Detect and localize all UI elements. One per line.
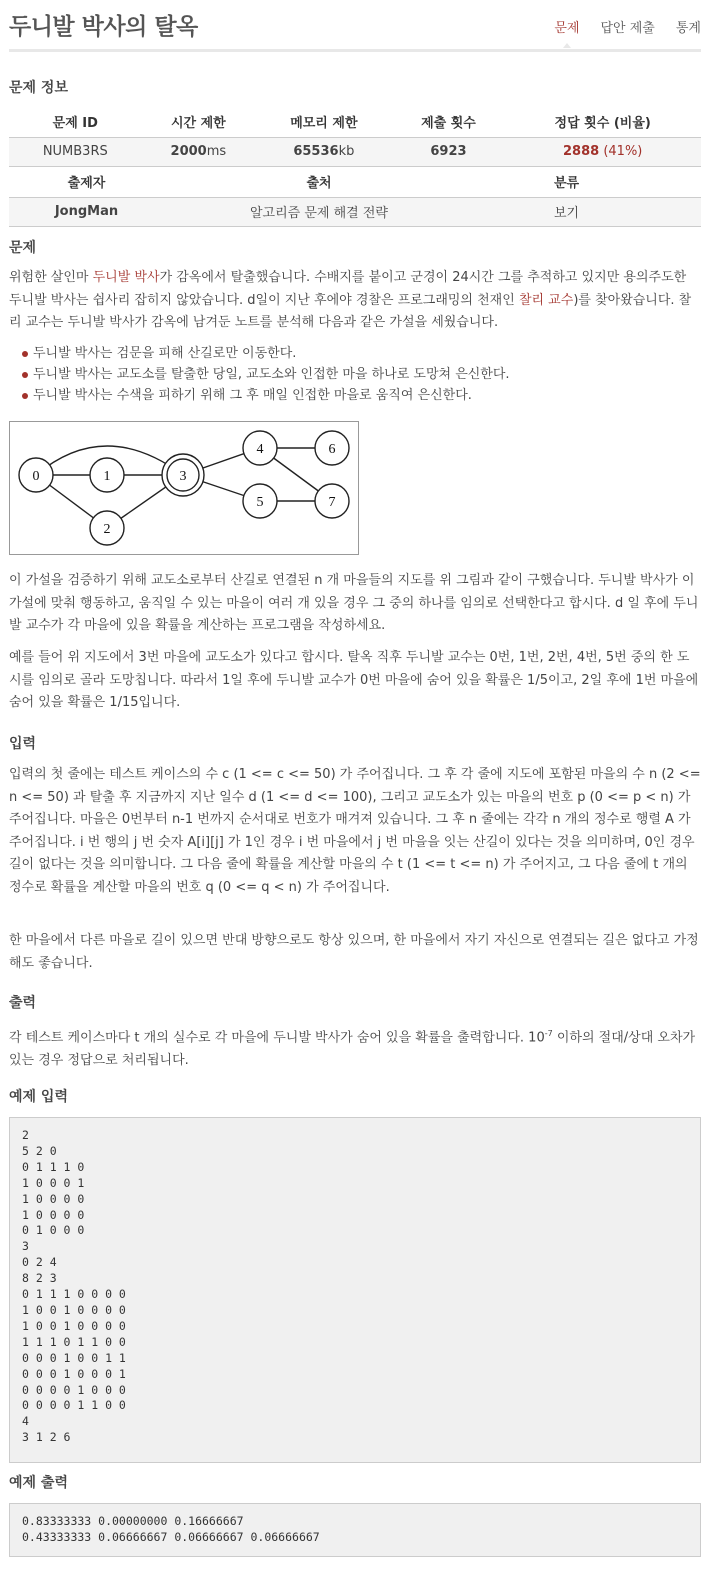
time-limit: 2000ms [142, 137, 256, 166]
category-toggle[interactable]: 보기 [474, 197, 701, 226]
tab-stats[interactable]: 통계 [675, 21, 701, 36]
col-accepted: 정답 횟수 (비율) [504, 107, 701, 137]
problem-info-table [9, 107, 701, 167]
problem-meta-table [9, 167, 701, 227]
tab-problem[interactable]: 문제 [554, 17, 579, 36]
charlie-link[interactable]: 찰리 교수 [518, 292, 574, 308]
sample-output-heading: 예제 출력 [9, 1475, 68, 1491]
list-item: 두니발 박사는 검문을 피해 산길로만 이동한다. [22, 343, 510, 364]
list-item: 두니발 박사는 수색을 피하기 위해 그 후 매일 인접한 마을로 움직여 은신한다. [22, 385, 510, 406]
node-label: 3 [179, 469, 187, 484]
submission-count[interactable]: 6923 [393, 137, 505, 166]
memory-limit: 65536kb [255, 137, 392, 166]
col-category: 분류 [474, 167, 701, 197]
col-problem-id: 문제 ID [9, 107, 142, 137]
col-submissions: 제출 횟수 [393, 107, 505, 137]
sample-output-box[interactable]: 0.83333333 0.00000000 0.16666667 0.43333333 0.06666667 0.06666667 0.06666667 [9, 1503, 701, 1557]
col-author: 출제자 [9, 167, 164, 197]
input-paragraph-1: 입력의 첫 줄에는 테스트 케이스의 수 c (1 <= c <= 50) 가 주어집니다. 그 후 각 줄에 지도에 포함된 마을의 수 n (2 <= n <= 50) 과 탈출 후 지금까지 지난 일수 d (1 <= d <= 100), 그리고 교도소가 있는 마을의 번호 p (0 <= p < n) 가 주어집니다. 마을은 0번부터 n-1 번까지 순서대로 번호가 매겨져 있습니다. 그 후 n 줄에는 각각 n 개의 정수로 행렬 A 가 주어집니다. i 번 행의 j 번 숫자 A[i][j] 가 1인 경우 i 번 마을에서 j 번 마을을 잇는 산길이 있다는 것을 의미하며, 0인 경우 길이 없다는 것을 의미합니다. 그 다음 줄에 확률을 계산할 마을의 수 t (1 <= t <= n) 가 주어지고, 그 다음 줄에 t 개의 정수로 확률을 계산할 마을의 번호 q (0 <= q < n) 가 주어집니다. [9, 767, 701, 895]
problem-id: NUMB3RS [9, 137, 142, 166]
node-label: 0 [32, 469, 40, 484]
tab-bar [554, 17, 701, 36]
node-label: 4 [256, 442, 264, 457]
input-heading: 입력 [9, 736, 37, 752]
sample-input-box[interactable]: 2 5 2 0 0 1 1 1 0 1 0 0 0 1 1 0 0 0 0 1 0 0 0 0 0 1 0 0 0 3 0 2 4 8 2 3 0 1 1 1 0 0 0 0 1 0 0 1 0 0 0 0 1 0 0 1 0 0 0 0 1 1 1 0 1 1 0 0 0 0 0 1 0 0 1 1 0 0 0 1 0 0 0 1 0 0 0 0 1 0 0 0 0 0 0 0 1 1 0 0 4 3 1 2 6 [9, 1117, 701, 1463]
node-label: 5 [256, 495, 264, 510]
node-label: 2 [103, 522, 111, 537]
page-header [9, 0, 701, 52]
problem-paragraph-1: 위험한 살인마 두니발 박사가 감옥에서 탈출했습니다. 수배지를 붙이고 군경이 24시간 그를 추적하고 있지만 용의주도한 두니발 박사는 쉽사리 잡히지 않았습니다. d일이 지난 후에야 경찰은 프로그래밍의 천재인 찰리 교수)를 찾아왔습니다. 찰리 교수는 두니발 박사가 감옥에 남겨둔 노트를 분석해 다음과 같은 가설을 세웠습니다. [9, 270, 692, 330]
node-label: 6 [328, 442, 336, 457]
problem-paragraph-2: 이 가설을 검증하기 위해 교도소로부터 산길로 연결된 n 개 마을들의 지도를 위 그림과 같이 구했습니다. 두니발 박사가 이 가설에 맞춰 행동하고, 움직일 수 있는 마을이 여러 개 있을 경우 그 중의 하나를 임의로 선택한다고 합시다. d 일 후에 두니발 교수가 각 마을에 있을 확률을 계산하는 프로그램을 작성하세요. [9, 573, 699, 633]
list-item: 두니발 박사는 교도소를 탈출한 당일, 교도소와 인접한 마을 하나로 도망쳐 은신한다. [22, 364, 510, 385]
accepted-count[interactable]: 2888 (41%) [504, 137, 701, 166]
author-link[interactable]: JongMan [9, 197, 164, 226]
problem-paragraph-3: 예를 들어 위 지도에서 3번 마을에 교도소가 있다고 합시다. 탈옥 직후 두니발 교수는 0번, 1번, 2번, 4번, 5번 중의 한 도시를 임의로 골라 도망칩니다. 따라서 1일 후에 두니발 교수가 0번 마을에 숨어 있을 확률은 1/5이고, 2일 후에 1번 마을에 숨어 있을 확률은 1/15입니다. [9, 650, 699, 710]
output-heading: 출력 [9, 995, 37, 1011]
col-memory-limit: 메모리 제한 [255, 107, 392, 137]
input-paragraph-2: 한 마을에서 다른 마을로 길이 있으면 반대 방향으로도 항상 있으며, 한 마을에서 자기 자신으로 연결되는 길은 없다고 가정해도 좋습니다. [9, 933, 699, 971]
page-title: 두니발 박사의 탈옥 [9, 14, 198, 40]
node-label: 7 [328, 495, 336, 510]
hypothesis-list [22, 343, 510, 406]
problem-info-heading: 문제 정보 [9, 80, 68, 96]
village-map-figure [9, 421, 359, 555]
output-paragraph: 각 테스트 케이스마다 t 개의 실수로 각 마을에 두니발 박사가 숨어 있을 확률을 출력합니다. $10^{-7}$ 이하의 절대/상대 오차가 있는 경우 정답으로 처리됩니다. [9, 1029, 696, 1068]
sample-input-heading: 예제 입력 [9, 1089, 68, 1105]
node-label: 1 [103, 469, 111, 484]
dunibal-link[interactable]: 두니발 박사 [92, 270, 160, 285]
tab-submit[interactable]: 답안 제출 [600, 21, 655, 36]
source-link[interactable]: 알고리즘 문제 해결 전략 [164, 197, 474, 226]
problem-heading: 문제 [9, 240, 37, 256]
col-time-limit: 시간 제한 [142, 107, 256, 137]
col-source: 출처 [164, 167, 474, 197]
